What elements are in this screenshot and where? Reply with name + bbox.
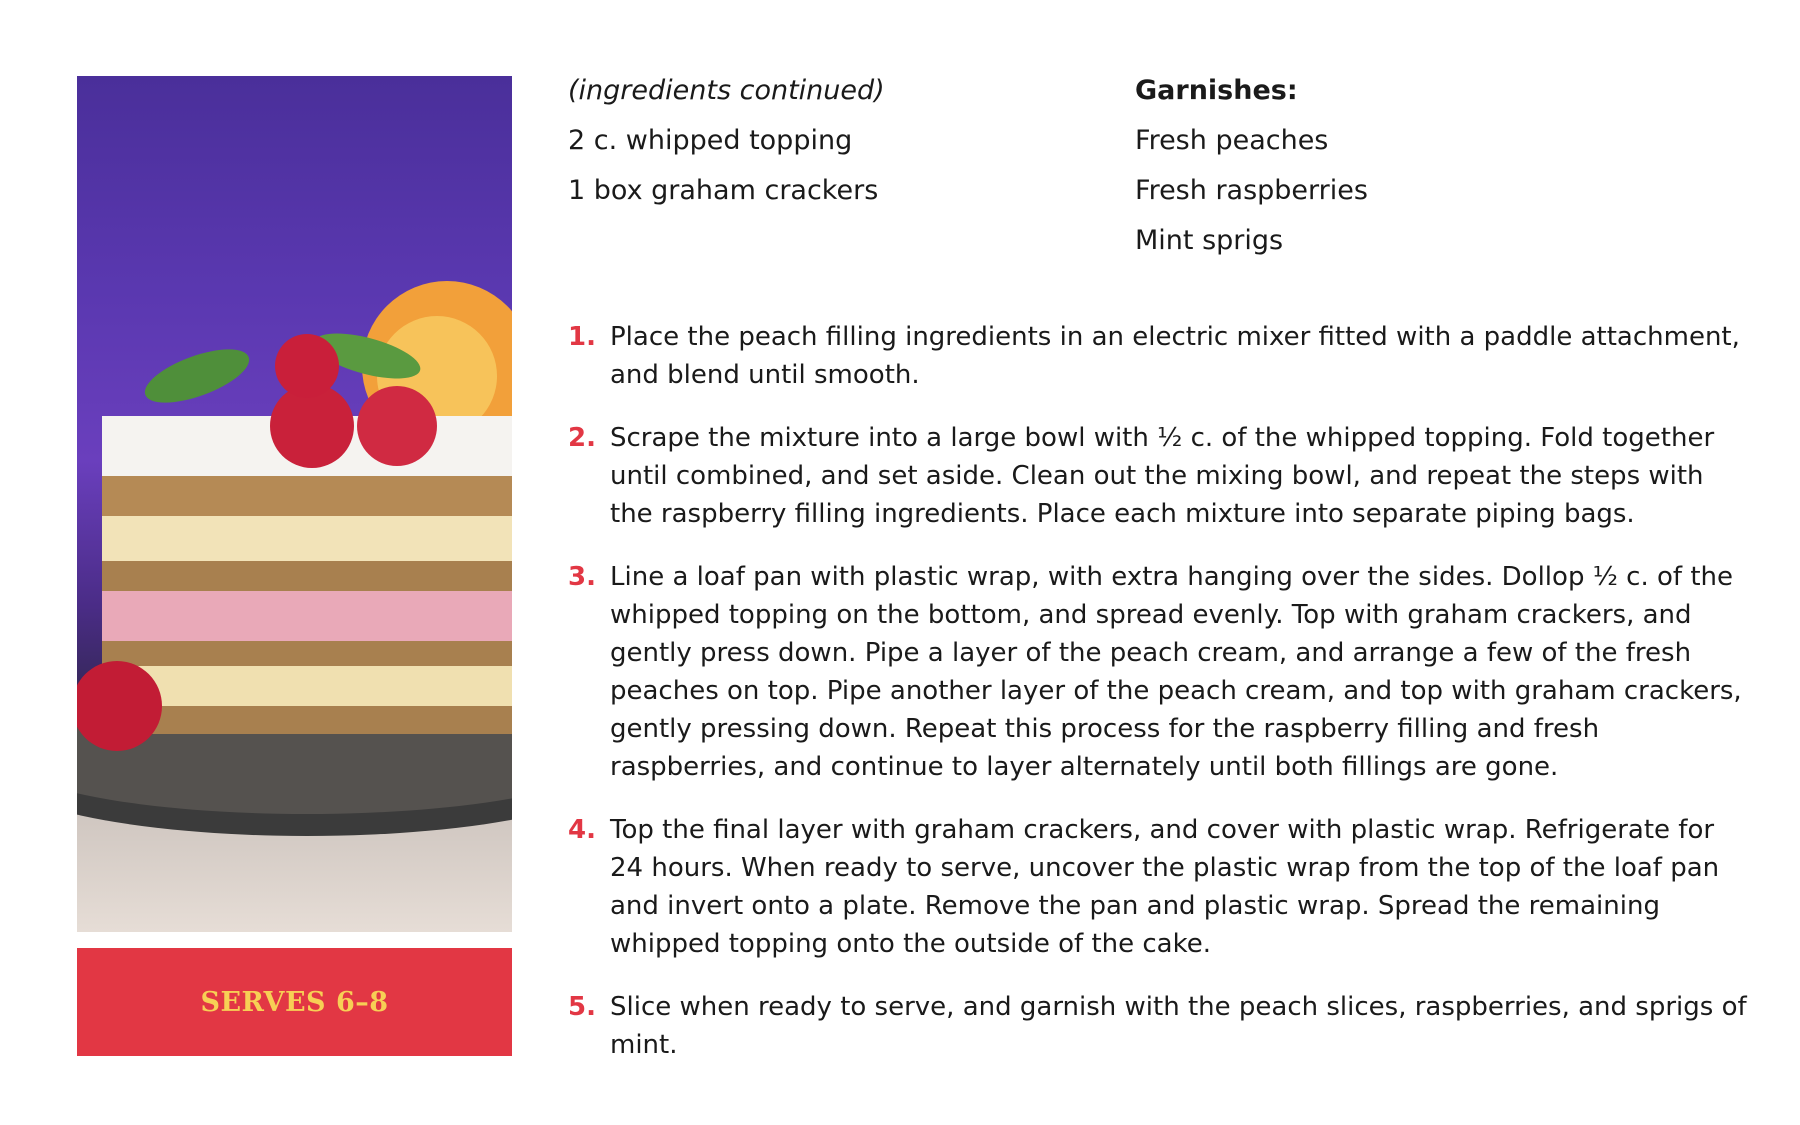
ingredients-continued — [568, 66, 1088, 216]
step-number: 2. — [568, 423, 596, 453]
garnishes-heading: Garnishes: — [1135, 75, 1298, 106]
step-text: Slice when ready to serve, and garnish with the peach slices, raspberries, and sprigs of mint. — [610, 992, 1747, 1060]
ingredient-item: 2 c. whipped topping — [568, 125, 853, 156]
step-item — [568, 988, 1748, 1064]
ingredient-item: 1 box graham crackers — [568, 175, 879, 206]
garnishes — [1135, 66, 1635, 266]
instruction-steps — [568, 318, 1748, 1089]
step-text: Top the final layer with graham crackers, and cover with plastic wrap. Refrigerate for 24 hours. When ready to serve, uncover the plastic wrap from the top of the loaf pan and invert onto a plate. Remove the pan and plastic wrap. Spread the remaining whipped topping onto the outside of the cake. — [610, 815, 1720, 959]
step-text: Scrape the mixture into a large bowl with ½ c. of the whipped topping. Fold together until combined, and set aside. Clean out the mixing bowl, and repeat the steps with the raspberry filling ingredients. Place each mixture into separate piping bags. — [610, 423, 1715, 529]
garnish-item: Fresh raspberries — [1135, 175, 1368, 206]
step-number: 1. — [568, 322, 596, 352]
serves-label: SERVES 6–8 — [200, 986, 389, 1018]
step-item — [568, 419, 1748, 533]
step-number: 3. — [568, 562, 596, 592]
serves-banner — [77, 948, 512, 1056]
step-item — [568, 558, 1748, 786]
step-text: Line a loaf pan with plastic wrap, with extra hanging over the sides. Dollop ½ c. of the whipped topping on the bottom, and spread evenly. Top with graham crackers, and gently press down. Pipe a layer of the peach cream, and arrange a few of the fresh peaches on top. Pipe another layer of the peach cream, and top with graham crackers, gently pressing down. Repeat this process for the raspberry filling and fresh raspberries, and continue to layer alternately until both fillings are gone. — [610, 562, 1742, 782]
step-item — [568, 811, 1748, 963]
garnish-item: Mint sprigs — [1135, 225, 1284, 256]
garnish-item: Fresh peaches — [1135, 125, 1329, 156]
ingredients-continued-heading: (ingredients continued) — [568, 75, 885, 106]
step-text: Place the peach filling ingredients in an electric mixer fitted with a paddle attachment, and blend until smooth. — [610, 322, 1740, 390]
step-number: 4. — [568, 815, 596, 845]
icebox-cake-photo — [77, 76, 512, 932]
step-item — [568, 318, 1748, 394]
step-number: 5. — [568, 992, 596, 1022]
